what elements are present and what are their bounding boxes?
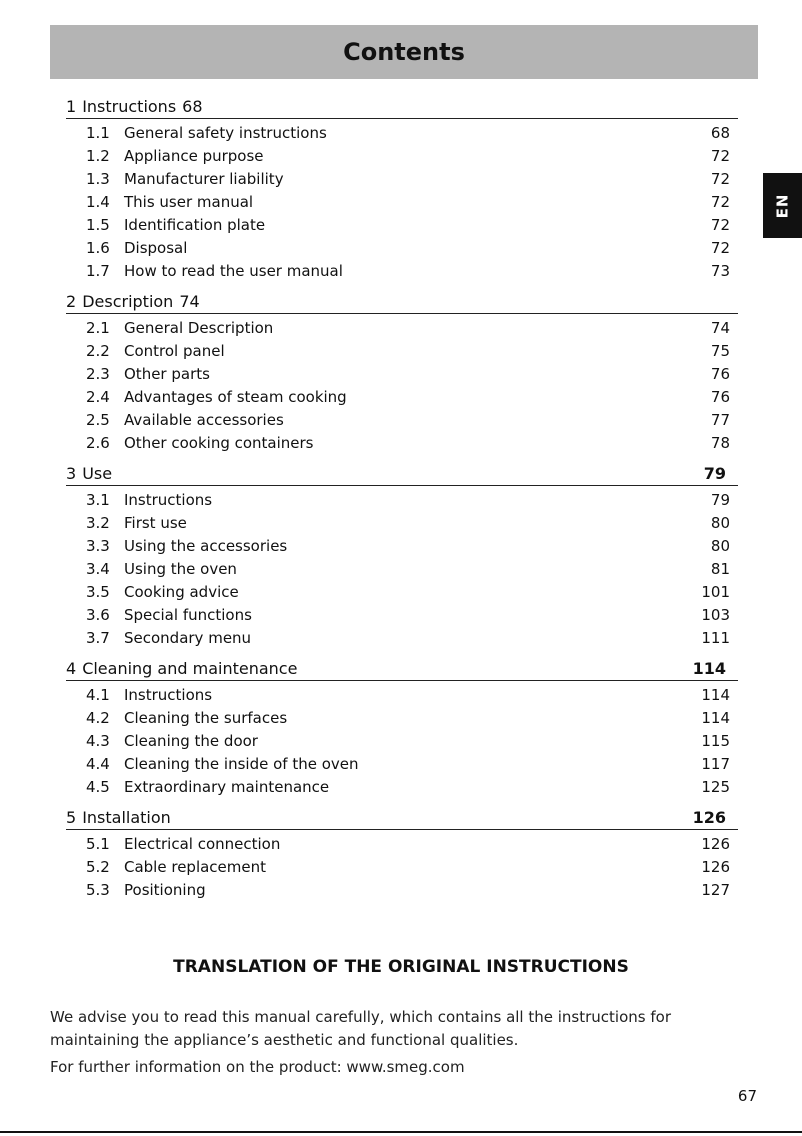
toc-entry[interactable] bbox=[66, 832, 738, 855]
entry-number: 1.7 bbox=[86, 261, 110, 280]
entry-number: 2.6 bbox=[86, 433, 110, 452]
toc-entry[interactable] bbox=[66, 557, 738, 580]
entry-title: Other cooking containers bbox=[124, 433, 314, 452]
toc-entry[interactable] bbox=[66, 213, 738, 236]
entry-title: Advantages of steam cooking bbox=[124, 387, 347, 406]
entry-title: Special functions bbox=[124, 605, 252, 624]
entry-page: 72 bbox=[710, 146, 730, 165]
further-info: For further information on the product: www.smeg.com bbox=[50, 1058, 465, 1076]
entry-page: 81 bbox=[710, 559, 730, 578]
entry-number: 4.2 bbox=[86, 708, 110, 727]
entry-number: 1.2 bbox=[86, 146, 110, 165]
entry-page: 75 bbox=[710, 341, 730, 360]
section-page-right: 126 bbox=[692, 808, 726, 827]
entry-number: 1.6 bbox=[86, 238, 110, 257]
entry-title: Electrical connection bbox=[124, 834, 281, 853]
page-number: 67 bbox=[737, 1087, 757, 1105]
section-title: Use bbox=[82, 464, 113, 483]
section-label bbox=[66, 464, 112, 483]
entry-number: 1.5 bbox=[86, 215, 110, 234]
toc-entry-list bbox=[66, 830, 738, 901]
entry-number: 2.1 bbox=[86, 318, 110, 337]
entry-number: 2.2 bbox=[86, 341, 110, 360]
toc-entry[interactable] bbox=[66, 580, 738, 603]
entry-page: 76 bbox=[710, 364, 730, 383]
entry-page: 115 bbox=[701, 731, 730, 750]
toc-entry[interactable] bbox=[66, 752, 738, 775]
toc-section bbox=[66, 804, 738, 901]
toc-entry[interactable] bbox=[66, 729, 738, 752]
entry-page: 79 bbox=[710, 490, 730, 509]
entry-page: 76 bbox=[710, 387, 730, 406]
entry-title: Cleaning the surfaces bbox=[124, 708, 288, 727]
toc-entry[interactable] bbox=[66, 144, 738, 167]
section-label bbox=[66, 97, 203, 116]
toc-entry-list bbox=[66, 119, 738, 282]
entry-number: 2.3 bbox=[86, 364, 110, 383]
entry-page: 77 bbox=[710, 410, 730, 429]
entry-title: General Description bbox=[124, 318, 274, 337]
toc-entry-list bbox=[66, 314, 738, 454]
toc-section-heading[interactable] bbox=[66, 93, 738, 119]
toc-section-heading[interactable] bbox=[66, 460, 738, 486]
entry-title: Using the oven bbox=[124, 559, 237, 578]
entry-number: 4.5 bbox=[86, 777, 110, 796]
toc-section bbox=[66, 288, 738, 454]
entry-page: 103 bbox=[701, 605, 730, 624]
entry-number: 3.1 bbox=[86, 490, 110, 509]
section-page-right: 79 bbox=[703, 464, 726, 483]
entry-number: 3.3 bbox=[86, 536, 110, 555]
translation-heading: TRANSLATION OF THE ORIGINAL INSTRUCTIONS bbox=[173, 957, 629, 977]
section-number: 5 bbox=[66, 808, 77, 827]
section-page: 68 bbox=[182, 97, 203, 116]
entry-title: Instructions bbox=[124, 490, 213, 509]
section-number: 2 bbox=[66, 292, 77, 311]
toc-section bbox=[66, 655, 738, 798]
table-of-contents bbox=[66, 93, 738, 907]
entry-page: 111 bbox=[701, 628, 730, 647]
section-label bbox=[66, 292, 200, 311]
entry-title: Disposal bbox=[124, 238, 188, 257]
entry-page: 127 bbox=[701, 880, 730, 899]
entry-title: Manufacturer liability bbox=[124, 169, 284, 188]
entry-number: 5.1 bbox=[86, 834, 110, 853]
section-title: Installation bbox=[82, 808, 171, 827]
entry-title: Control panel bbox=[124, 341, 225, 360]
entry-page: 80 bbox=[710, 536, 730, 555]
toc-entry[interactable] bbox=[66, 339, 738, 362]
section-page: 74 bbox=[179, 292, 200, 311]
advice-text bbox=[50, 1006, 740, 1079]
toc-entry[interactable] bbox=[66, 855, 738, 878]
section-title: Cleaning and maintenance bbox=[82, 659, 298, 678]
toc-section-heading[interactable] bbox=[66, 804, 738, 830]
entry-number: 4.1 bbox=[86, 685, 110, 704]
toc-entry[interactable] bbox=[66, 626, 738, 649]
toc-entry[interactable] bbox=[66, 385, 738, 408]
entry-page: 80 bbox=[710, 513, 730, 532]
section-label bbox=[66, 808, 171, 827]
entry-title: Cable replacement bbox=[124, 857, 267, 876]
entry-page: 117 bbox=[701, 754, 730, 773]
toc-entry[interactable] bbox=[66, 236, 738, 259]
entry-number: 2.5 bbox=[86, 410, 110, 429]
entry-number: 1.3 bbox=[86, 169, 110, 188]
toc-entry[interactable] bbox=[66, 706, 738, 729]
entry-number: 4.4 bbox=[86, 754, 110, 773]
entry-number: 3.4 bbox=[86, 559, 110, 578]
entry-title: Cooking advice bbox=[124, 582, 239, 601]
contents-header bbox=[50, 25, 758, 79]
entry-number: 3.6 bbox=[86, 605, 110, 624]
bottom-divider bbox=[0, 1131, 802, 1133]
entry-title: General safety instructions bbox=[124, 123, 327, 142]
section-label bbox=[66, 659, 297, 678]
section-title: Description bbox=[82, 292, 174, 311]
toc-entry[interactable] bbox=[66, 259, 738, 282]
toc-section-heading[interactable] bbox=[66, 655, 738, 681]
entry-page: 126 bbox=[701, 857, 730, 876]
toc-section bbox=[66, 460, 738, 649]
language-tab bbox=[763, 173, 802, 238]
entry-page: 101 bbox=[701, 582, 730, 601]
language-code: EN bbox=[773, 193, 792, 218]
entry-title: This user manual bbox=[124, 192, 254, 211]
entry-number: 1.4 bbox=[86, 192, 110, 211]
toc-entry[interactable] bbox=[66, 167, 738, 190]
toc-entry-list bbox=[66, 681, 738, 798]
entry-title: Cleaning the inside of the oven bbox=[124, 754, 359, 773]
toc-section-heading[interactable] bbox=[66, 288, 738, 314]
entry-title: Available accessories bbox=[124, 410, 284, 429]
entry-page: 114 bbox=[701, 708, 730, 727]
entry-title: Secondary menu bbox=[124, 628, 252, 647]
entry-title: Cleaning the door bbox=[124, 731, 258, 750]
entry-number: 5.2 bbox=[86, 857, 110, 876]
toc-entry[interactable] bbox=[66, 488, 738, 511]
toc-entry[interactable] bbox=[66, 775, 738, 798]
entry-page: 126 bbox=[701, 834, 730, 853]
advice-paragraph: We advise you to read this manual carefully, which contains all the instructions for maintaining the appliance’s aesthetic and functional qualities. bbox=[50, 1008, 671, 1049]
entry-number: 3.5 bbox=[86, 582, 110, 601]
entry-number: 3.2 bbox=[86, 513, 110, 532]
entry-title: Identification plate bbox=[124, 215, 266, 234]
entry-page: 72 bbox=[710, 169, 730, 188]
section-page-right: 114 bbox=[692, 659, 726, 678]
toc-entry[interactable] bbox=[66, 603, 738, 626]
entry-page: 74 bbox=[710, 318, 730, 337]
toc-entry[interactable] bbox=[66, 534, 738, 557]
entry-number: 5.3 bbox=[86, 880, 110, 899]
entry-title: Using the accessories bbox=[124, 536, 288, 555]
entry-page: 72 bbox=[710, 215, 730, 234]
entry-number: 4.3 bbox=[86, 731, 110, 750]
entry-title: First use bbox=[124, 513, 187, 532]
toc-entry[interactable] bbox=[66, 190, 738, 213]
entry-number: 3.7 bbox=[86, 628, 110, 647]
entry-page: 72 bbox=[710, 238, 730, 257]
section-number: 1 bbox=[66, 97, 77, 116]
toc-entry[interactable] bbox=[66, 316, 738, 339]
entry-page: 73 bbox=[710, 261, 730, 280]
toc-section bbox=[66, 93, 738, 282]
entry-number: 2.4 bbox=[86, 387, 110, 406]
section-number: 3 bbox=[66, 464, 77, 483]
section-number: 4 bbox=[66, 659, 77, 678]
entry-number: 1.1 bbox=[86, 123, 110, 142]
entry-title: Instructions bbox=[124, 685, 213, 704]
entry-title: Extraordinary maintenance bbox=[124, 777, 330, 796]
toc-entry[interactable] bbox=[66, 878, 738, 901]
entry-page: 114 bbox=[701, 685, 730, 704]
entry-title: Appliance purpose bbox=[124, 146, 264, 165]
entry-page: 68 bbox=[710, 123, 730, 142]
page-title: Contents bbox=[343, 38, 465, 66]
toc-entry[interactable] bbox=[66, 431, 738, 454]
entry-title: Positioning bbox=[124, 880, 206, 899]
entry-page: 78 bbox=[710, 433, 730, 452]
toc-entry-list bbox=[66, 486, 738, 649]
entry-title: How to read the user manual bbox=[124, 261, 343, 280]
toc-entry[interactable] bbox=[66, 408, 738, 431]
entry-page: 72 bbox=[710, 192, 730, 211]
entry-page: 125 bbox=[701, 777, 730, 796]
section-title: Instructions bbox=[82, 97, 177, 116]
toc-entry[interactable] bbox=[66, 362, 738, 385]
toc-entry[interactable] bbox=[66, 683, 738, 706]
toc-entry[interactable] bbox=[66, 121, 738, 144]
entry-title: Other parts bbox=[124, 364, 210, 383]
toc-entry[interactable] bbox=[66, 511, 738, 534]
